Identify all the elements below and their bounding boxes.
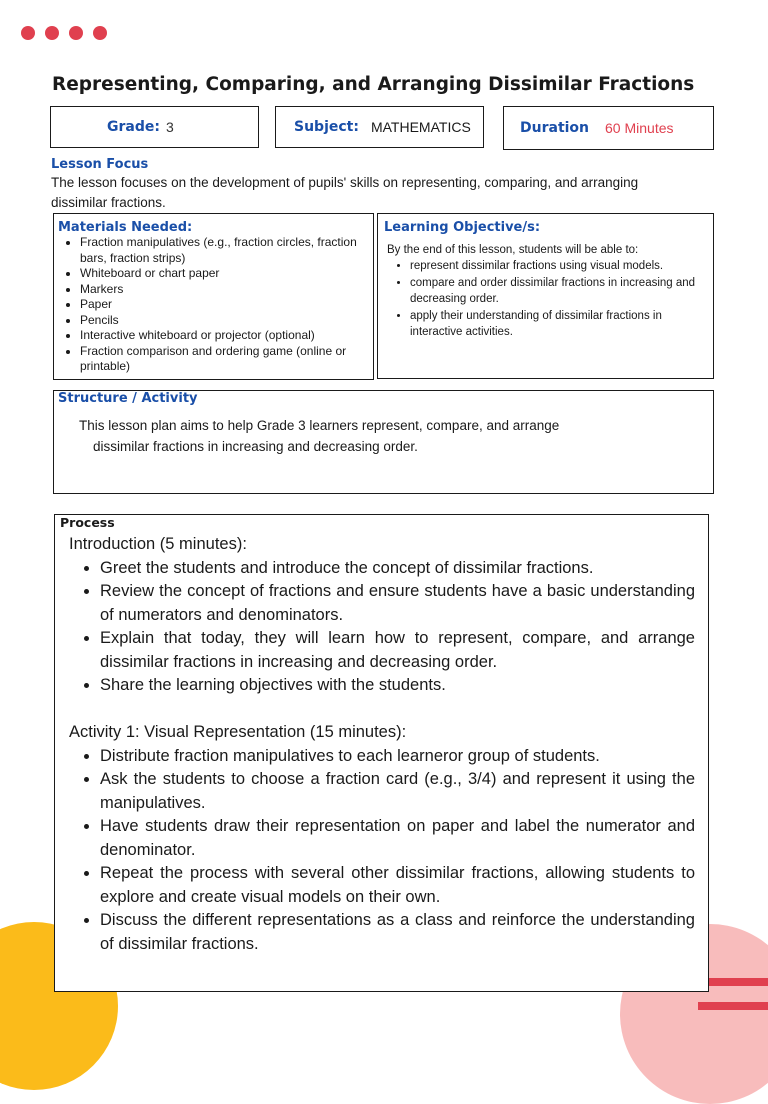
lesson-focus-text: The lesson focuses on the development of pupils' skills on representing, comparing, and arranging dissimilar fractions.	[51, 175, 639, 210]
dot-icon	[69, 26, 83, 40]
subject-label: Subject:	[294, 119, 359, 135]
list-item: • apply their understanding of dissimilar fractions in interactive activities.	[410, 308, 713, 341]
list-item: • Fraction manipulatives (e.g., fraction circles, fraction bars, fraction strips)	[80, 235, 369, 266]
objectives-list	[384, 258, 713, 341]
list-item: • represent dissimilar fractions using visual models.	[410, 258, 713, 275]
dot-icon	[45, 26, 59, 40]
intro-list	[69, 557, 695, 698]
subject-box	[275, 106, 484, 148]
list-item: • Greet the students and introduce the concept of dissimilar fractions.	[100, 557, 695, 581]
list-item: • Explain that today, they will learn how to represent, compare, and arrange dissimilar fractions in increasing and decreasing order.	[100, 627, 695, 674]
objectives-heading: Learning Objective/s:	[384, 220, 541, 235]
materials-heading: Materials Needed:	[58, 220, 193, 235]
materials-box	[53, 213, 374, 380]
structure-heading: Structure / Activity	[58, 391, 198, 406]
page-title: Representing, Comparing, and Arranging Dissimilar Fractions	[52, 74, 695, 95]
list-item: • Whiteboard or chart paper	[80, 266, 369, 282]
subject-value: MATHEMATICS	[370, 119, 471, 135]
structure-text-line1: This lesson plan aims to help Grade 3 learners represent, compare, and arrange	[79, 418, 560, 433]
objectives-intro: By the end of this lesson, students will be able to:	[387, 244, 639, 256]
materials-list	[58, 235, 369, 375]
activity-title: Activity 1: Visual Representation (15 minutes):	[69, 723, 407, 741]
list-item: • Pencils	[80, 313, 369, 329]
list-item: • Discuss the different representations as a class and reinforce the understanding of dissimilar fractions.	[100, 909, 695, 956]
intro-title: Introduction (5 minutes):	[69, 535, 247, 553]
list-item: • compare and order dissimilar fractions in increasing and decreasing order.	[410, 275, 713, 308]
structure-text-line2: dissimilar fractions in increasing and decreasing order.	[93, 439, 418, 454]
decorative-red-bar	[698, 1002, 768, 1010]
list-item: • Fraction comparison and ordering game (online or printable)	[80, 344, 369, 375]
structure-box	[53, 390, 714, 494]
list-item: • Distribute fraction manipulatives to each learneror group of students.	[100, 745, 695, 769]
window-dots	[21, 26, 107, 40]
list-item: • Markers	[80, 282, 369, 298]
list-item: • Share the learning objectives with the students.	[100, 674, 695, 698]
duration-value: 60 Minutes	[605, 120, 674, 136]
duration-label: Duration	[520, 120, 590, 136]
list-item: • Paper	[80, 297, 369, 313]
list-item: • Review the concept of fractions and ensure students have a basic understanding of numerators and denominators.	[100, 580, 695, 627]
list-item: • Have students draw their representation on paper and label the numerator and denominator.	[100, 815, 695, 862]
process-heading: Process	[60, 515, 115, 530]
grade-label: Grade:	[107, 119, 160, 135]
process-content	[69, 533, 695, 956]
objectives-box	[377, 213, 714, 379]
activity-list	[69, 745, 695, 957]
grade-box	[50, 106, 259, 148]
duration-box	[503, 106, 714, 150]
list-item: • Interactive whiteboard or projector (optional)	[80, 328, 369, 344]
dot-icon	[93, 26, 107, 40]
dot-icon	[21, 26, 35, 40]
grade-value: 3	[165, 119, 174, 135]
process-box	[54, 514, 709, 992]
lesson-focus-heading: Lesson Focus	[51, 157, 149, 172]
list-item: • Ask the students to choose a fraction card (e.g., 3/4) and represent it using the manipulatives.	[100, 768, 695, 815]
list-item: • Repeat the process with several other dissimilar fractions, allowing students to explore and create visual models on their own.	[100, 862, 695, 909]
